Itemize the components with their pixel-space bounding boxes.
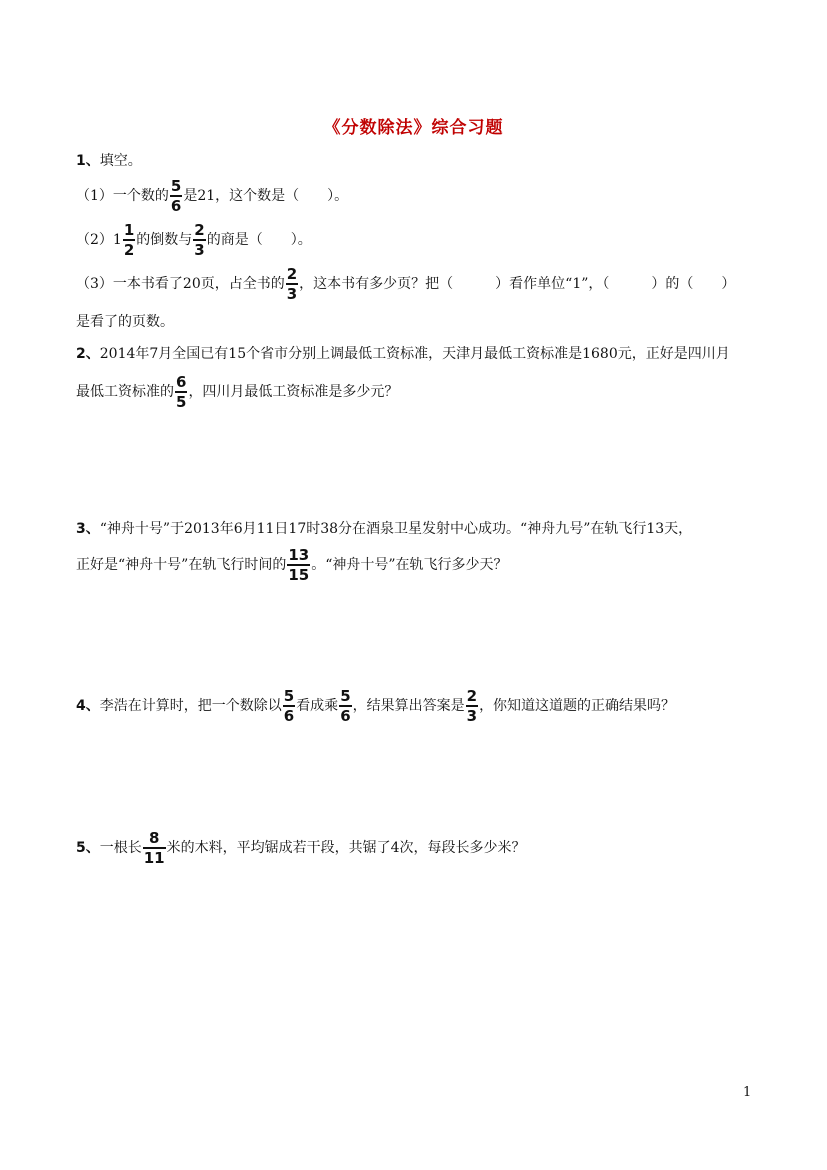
q5-line — [76, 830, 526, 866]
fraction — [143, 830, 166, 866]
q1-part3-pre: （3）一本书看了20页，占全书的 — [76, 275, 285, 292]
fraction-denominator: 3 — [286, 284, 298, 303]
q4-mid: 看成乘 — [296, 697, 339, 714]
fraction — [287, 547, 310, 583]
fraction-denominator: 11 — [143, 848, 165, 867]
q1-part3-post: ，这本书有多少页？把（ ）看作单位“1”，（ ）的（ ） — [299, 275, 736, 292]
fraction-numerator: 1 — [123, 221, 135, 239]
fraction — [123, 222, 135, 258]
fraction-denominator: 3 — [466, 706, 478, 725]
q2-line2 — [76, 374, 398, 410]
fraction-numerator: 5 — [170, 177, 182, 195]
q1-part1-post: 是21，这个数是（ ）。 — [183, 187, 349, 204]
fraction-denominator: 3 — [194, 240, 205, 259]
q1-part3 — [76, 266, 735, 302]
fraction — [193, 222, 205, 258]
fraction-numerator: 2 — [466, 687, 478, 705]
fraction-denominator: 6 — [283, 706, 295, 725]
q3-line1 — [76, 519, 692, 539]
q4-pre: 李浩在计算时，把一个数除以 — [99, 697, 282, 714]
q2-line1 — [76, 344, 730, 364]
q3-post: 。“神舟十号”在轨飞行多少天？ — [311, 556, 508, 573]
q1-heading — [76, 151, 142, 171]
fraction-denominator: 5 — [176, 392, 187, 411]
q3-line1-text: “神舟十号”于2013年6月11日17时38分在酒泉卫星发射中心成功。“神舟九号”在轨飞行13天， — [99, 521, 693, 537]
q5-pre: 一根长 — [99, 839, 142, 856]
fraction — [466, 688, 478, 724]
q5-number: 5、 — [76, 839, 100, 856]
q3-line2 — [76, 547, 508, 583]
fraction-denominator: 6 — [340, 706, 351, 725]
fraction-numerator: 13 — [288, 546, 310, 564]
fraction — [170, 178, 182, 214]
q1-heading-text: 填空。 — [99, 153, 142, 169]
fraction-numerator: 6 — [176, 373, 187, 391]
q3-pre: 正好是“神舟十号”在轨飞行时间的 — [76, 556, 287, 573]
fraction-numerator: 5 — [340, 687, 351, 705]
fraction-denominator: 15 — [288, 565, 310, 584]
q1-part1 — [76, 178, 348, 214]
q1-number: 1、 — [76, 153, 100, 169]
q3-number: 3、 — [76, 521, 100, 537]
page-title: 《分数除法》综合习题 — [323, 118, 504, 138]
fraction-numerator: 2 — [194, 221, 205, 239]
q2-line1-text: 2014年7月全国已有15个省市分别上调最低工资标准，天津月最低工资标准是1680元，正好是四川月 — [99, 346, 730, 362]
fraction-numerator: 2 — [286, 265, 298, 283]
fraction-denominator: 2 — [123, 240, 135, 259]
q5-post: 米的木料，平均锯成若干段，共锯了4次，每段长多少米？ — [166, 839, 526, 856]
fraction — [175, 374, 187, 410]
fraction — [286, 266, 298, 302]
fraction — [339, 688, 351, 724]
fraction-numerator: 8 — [148, 829, 160, 847]
page-number: 1 — [743, 1085, 752, 1100]
q4-line — [76, 688, 675, 724]
q1-part2-post: 的商是（ ）。 — [206, 231, 312, 248]
fraction-numerator: 5 — [283, 687, 295, 705]
q1-part2 — [76, 222, 312, 258]
fraction-denominator: 6 — [170, 196, 182, 215]
q1-part3-line2: 是看了的页数。 — [76, 314, 174, 330]
q4-mid2: ，结果算出答案是 — [352, 697, 465, 714]
q2-number: 2、 — [76, 346, 100, 362]
q4-number: 4、 — [76, 697, 100, 714]
q1-part2-pre: （2）1 — [76, 231, 122, 248]
fraction — [283, 688, 295, 724]
q4-post: ，你知道这道题的正确结果吗？ — [479, 697, 676, 714]
q1-part2-mid: 的倒数与 — [136, 231, 193, 248]
q2-pre: 最低工资标准的 — [76, 383, 174, 400]
q2-post: ，四川月最低工资标准是多少元？ — [188, 383, 399, 400]
q1-part1-pre: （1）一个数的 — [76, 187, 169, 204]
